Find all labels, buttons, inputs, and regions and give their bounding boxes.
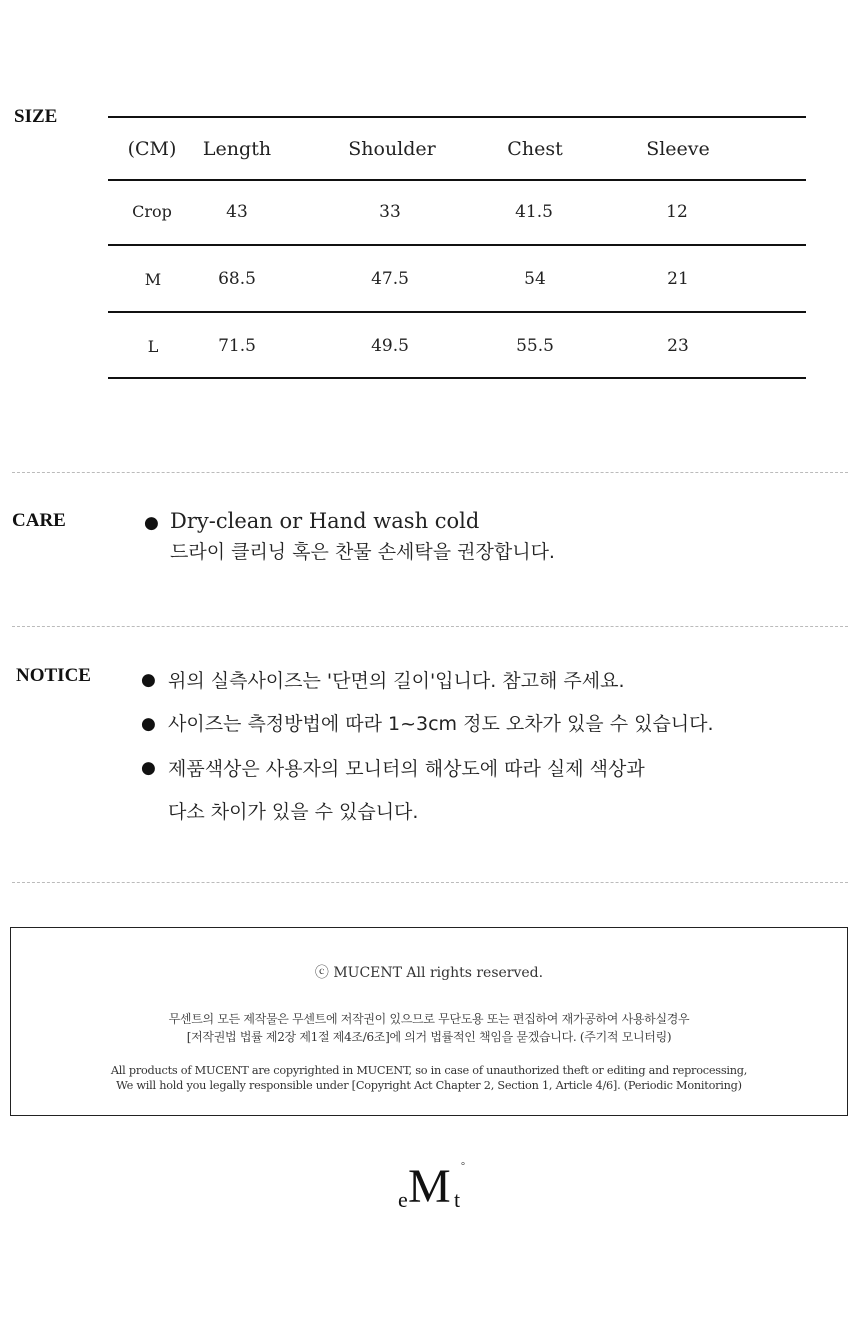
- row-size-label: L: [147, 337, 159, 356]
- notice-section-label: NOTICE: [16, 665, 91, 686]
- section-divider: [12, 472, 848, 473]
- logo-letter-t: t: [454, 1187, 461, 1212]
- cell-shoulder: 33: [379, 202, 401, 222]
- section-divider: [12, 626, 848, 627]
- cell-sleeve: 12: [666, 202, 688, 222]
- section-divider: [12, 882, 848, 883]
- brand-logo: [398, 1160, 468, 1213]
- table-row-rule: [108, 311, 806, 313]
- cell-sleeve: 23: [667, 336, 689, 356]
- cell-shoulder: 49.5: [371, 336, 409, 356]
- copyright-ko-line1: 무센트의 모든 제작물은 무센트에 저작권이 있으므로 무단도용 또는 편집하여 재가공하여 사용하실경우: [168, 1012, 690, 1026]
- cell-sleeve: 21: [667, 269, 689, 289]
- row-size-label: M: [144, 270, 162, 289]
- bullet-icon: ●: [141, 670, 156, 690]
- logo-letter-e: e: [398, 1187, 408, 1212]
- bullet-icon: ●: [141, 758, 156, 778]
- cell-chest: 41.5: [515, 202, 553, 222]
- copyright-box: [10, 927, 848, 1116]
- header-chest: Chest: [507, 138, 563, 160]
- header-unit: (CM): [127, 138, 177, 160]
- notice-item-continued: 다소 차이가 있을 수 있습니다.: [168, 801, 419, 823]
- copyright-en-line2: We will hold you legally responsible under [Copyright Act Chapter 2, Section 1, Article 4/6]. (Periodic Monitoring): [116, 1079, 742, 1092]
- header-sleeve: Sleeve: [646, 138, 710, 160]
- cell-chest: 54: [524, 269, 546, 289]
- copyright-ko-line2: [저작권법 법률 제2장 제1절 제4조/6조]에 의거 법률적인 책임을 묻겠습니다. (주기적 모니터링): [186, 1030, 672, 1044]
- header-length: Length: [202, 138, 272, 160]
- size-section-label: SIZE: [14, 106, 58, 127]
- logo-letter-m: M: [408, 1160, 451, 1213]
- table-top-rule: [108, 116, 806, 118]
- care-text-en: Dry-clean or Hand wash cold: [170, 509, 480, 533]
- cell-length: 68.5: [218, 269, 256, 289]
- bullet-icon: ●: [141, 714, 156, 734]
- row-size-label: Crop: [132, 202, 172, 221]
- cell-length: 71.5: [218, 336, 256, 356]
- care-text-ko: 드라이 클리닝 혹은 찬물 손세탁을 권장합니다.: [170, 541, 555, 563]
- cell-chest: 55.5: [516, 336, 554, 356]
- header-shoulder: Shoulder: [348, 138, 436, 160]
- logo-degree-mark: °: [461, 1161, 465, 1172]
- notice-item: 위의 실측사이즈는 '단면의 길이'입니다. 참고해 주세요.: [168, 670, 625, 692]
- care-section-label: CARE: [12, 510, 66, 531]
- bullet-icon: ●: [144, 513, 159, 533]
- table-header-rule: [108, 179, 806, 181]
- table-bottom-rule: [108, 377, 806, 379]
- copyright-en-line1: All products of MUCENT are copyrighted in MUCENT, so in case of unauthorized theft or editing and reprocessing,: [110, 1064, 748, 1077]
- copyright-title: ⓒ MUCENT All rights reserved.: [314, 965, 544, 981]
- cell-shoulder: 47.5: [371, 269, 409, 289]
- notice-item: 제품색상은 사용자의 모니터의 해상도에 따라 실제 색상과: [168, 758, 645, 780]
- cell-length: 43: [226, 202, 248, 222]
- table-row-rule: [108, 244, 806, 246]
- notice-item: 사이즈는 측정방법에 따라 1~3cm 정도 오차가 있을 수 있습니다.: [168, 713, 714, 735]
